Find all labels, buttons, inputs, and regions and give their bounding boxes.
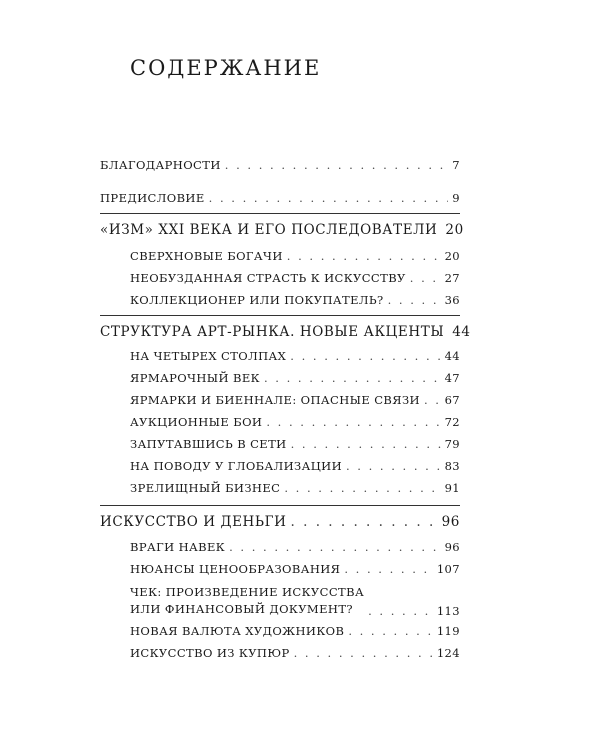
toc-page-number: 47 — [444, 371, 460, 385]
toc-entry-label: НОВАЯ ВАЛЮТА ХУДОЖНИКОВ — [130, 624, 345, 638]
toc-entry-label: ПРЕДИСЛОВИЕ — [100, 191, 205, 205]
toc-entry-globalization[interactable] — [130, 459, 460, 473]
dot-leader — [291, 514, 438, 530]
toc-entry-collector[interactable] — [130, 293, 460, 307]
dot-leader — [294, 646, 433, 660]
toc-entry-label-line1: ЧЕК: ПРОИЗВЕДЕНИЕ ИСКУССТВА — [130, 585, 365, 599]
toc-entry-label: АУКЦИОННЫЕ БОИ — [130, 415, 263, 429]
toc-entry-label: НЕОБУЗДАННАЯ СТРАСТЬ К ИСКУССТВУ — [130, 271, 406, 285]
toc-entry-check[interactable] — [130, 584, 460, 618]
toc-page-number: 7 — [452, 158, 460, 172]
dot-leader — [348, 624, 433, 638]
toc-page-number: 113 — [436, 604, 460, 618]
toc-entry-label-line2: ИЛИ ФИНАНСОВЫЙ ДОКУМЕНТ? — [130, 602, 353, 616]
toc-entry-fairs-biennales[interactable] — [130, 393, 460, 407]
toc-entry-fair-age[interactable] — [130, 371, 460, 385]
toc-entry-label: ЗРЕЛИЩНЫЙ БИЗНЕС — [130, 481, 281, 495]
toc-entry-label: СВЕРХНОВЫЕ БОГАЧИ — [130, 249, 283, 263]
toc-entry-supernova-rich[interactable] — [130, 249, 460, 263]
toc-entry-acknowledgements[interactable] — [100, 158, 460, 172]
dot-leader — [287, 249, 441, 263]
toc-page-number: 44 — [444, 349, 460, 363]
toc-entry-banknote-art[interactable] — [130, 646, 460, 660]
toc-entry-enemies[interactable] — [130, 540, 460, 554]
toc-entry-passion[interactable] — [130, 271, 460, 285]
dot-leader — [284, 481, 440, 495]
toc-entry-label: ИСКУССТВО ИЗ КУПЮР — [130, 646, 290, 660]
dot-leader — [229, 540, 440, 554]
section-divider — [100, 213, 460, 214]
toc-page-number: 124 — [436, 646, 460, 660]
toc-entry-label: ЯРМАРОЧНЫЙ ВЕК — [130, 371, 260, 385]
toc-entry-pricing[interactable] — [130, 562, 460, 576]
toc-entry-label: КОЛЛЕКЦИОНЕР ИЛИ ПОКУПАТЕЛЬ? — [130, 293, 384, 307]
dot-leader — [368, 604, 433, 618]
toc-entry-label: ИСКУССТВО И ДЕНЬГИ — [100, 514, 287, 530]
toc-entry-spectacle-business[interactable] — [130, 481, 460, 495]
dot-leader — [225, 158, 449, 172]
dot-leader — [264, 371, 441, 385]
dot-leader — [290, 349, 440, 363]
toc-part-art-money[interactable] — [100, 514, 460, 530]
toc-page-number: 72 — [444, 415, 460, 429]
toc-part-art-market[interactable] — [100, 324, 471, 340]
section-divider — [100, 315, 460, 316]
toc-page-number: 20 — [444, 249, 460, 263]
toc-page-number: 67 — [444, 393, 460, 407]
toc-page-number: 20 — [445, 222, 464, 238]
toc-entry-label: СТРУКТУРА АРТ-РЫНКА. НОВЫЕ АКЦЕНТЫ — [100, 324, 445, 340]
toc-entry-preface[interactable] — [100, 191, 460, 205]
toc-entry-label: ЯРМАРКИ И БИЕННАЛЕ: ОПАСНЫЕ СВЯЗИ — [130, 393, 420, 407]
toc-entry-label: НА ПОВОДУ У ГЛОБАЛИЗАЦИИ — [130, 459, 342, 473]
toc-entry-label: «ИЗМ» XXI ВЕКА И ЕГО ПОСЛЕДОВАТЕЛИ — [100, 222, 438, 238]
toc-entry-web[interactable] — [130, 437, 460, 451]
toc-entry-label: ЗАПУТАВШИСЬ В СЕТИ — [130, 437, 287, 451]
toc-entry-new-currency[interactable] — [130, 624, 460, 638]
toc-entry-auction-battles[interactable] — [130, 415, 460, 429]
toc-page-number: 44 — [452, 324, 471, 340]
toc-page-number: 107 — [436, 562, 460, 576]
toc-entry-four-pillars[interactable] — [130, 349, 460, 363]
dot-leader — [346, 459, 441, 473]
page-title: СОДЕРЖАНИЕ — [130, 56, 322, 80]
toc-page-number: 96 — [441, 514, 460, 530]
toc-part-ism[interactable] — [100, 222, 464, 238]
toc-entry-label: НА ЧЕТЫРЕХ СТОЛПАХ — [130, 349, 287, 363]
toc-page-number: 36 — [444, 293, 460, 307]
toc-page-number: 83 — [444, 459, 460, 473]
toc-page-number: 119 — [436, 624, 460, 638]
toc-entry-label: ВРАГИ НАВЕК — [130, 540, 226, 554]
toc-page-number: 96 — [444, 540, 460, 554]
toc-entry-label: НЮАНСЫ ЦЕНООБРАЗОВАНИЯ — [130, 562, 341, 576]
dot-leader — [424, 393, 441, 407]
toc-entry-label — [130, 584, 364, 618]
toc-page-number: 79 — [444, 437, 460, 451]
toc-page-number: 9 — [452, 191, 460, 205]
dot-leader — [209, 191, 449, 205]
toc-page-number: 27 — [444, 271, 460, 285]
dot-leader — [266, 415, 440, 429]
section-divider — [100, 505, 460, 506]
dot-leader — [344, 562, 432, 576]
dot-leader — [410, 271, 441, 285]
toc-entry-label: БЛАГОДАРНОСТИ — [100, 158, 221, 172]
dot-leader — [388, 293, 441, 307]
toc-page-number: 91 — [444, 481, 460, 495]
dot-leader — [291, 437, 441, 451]
